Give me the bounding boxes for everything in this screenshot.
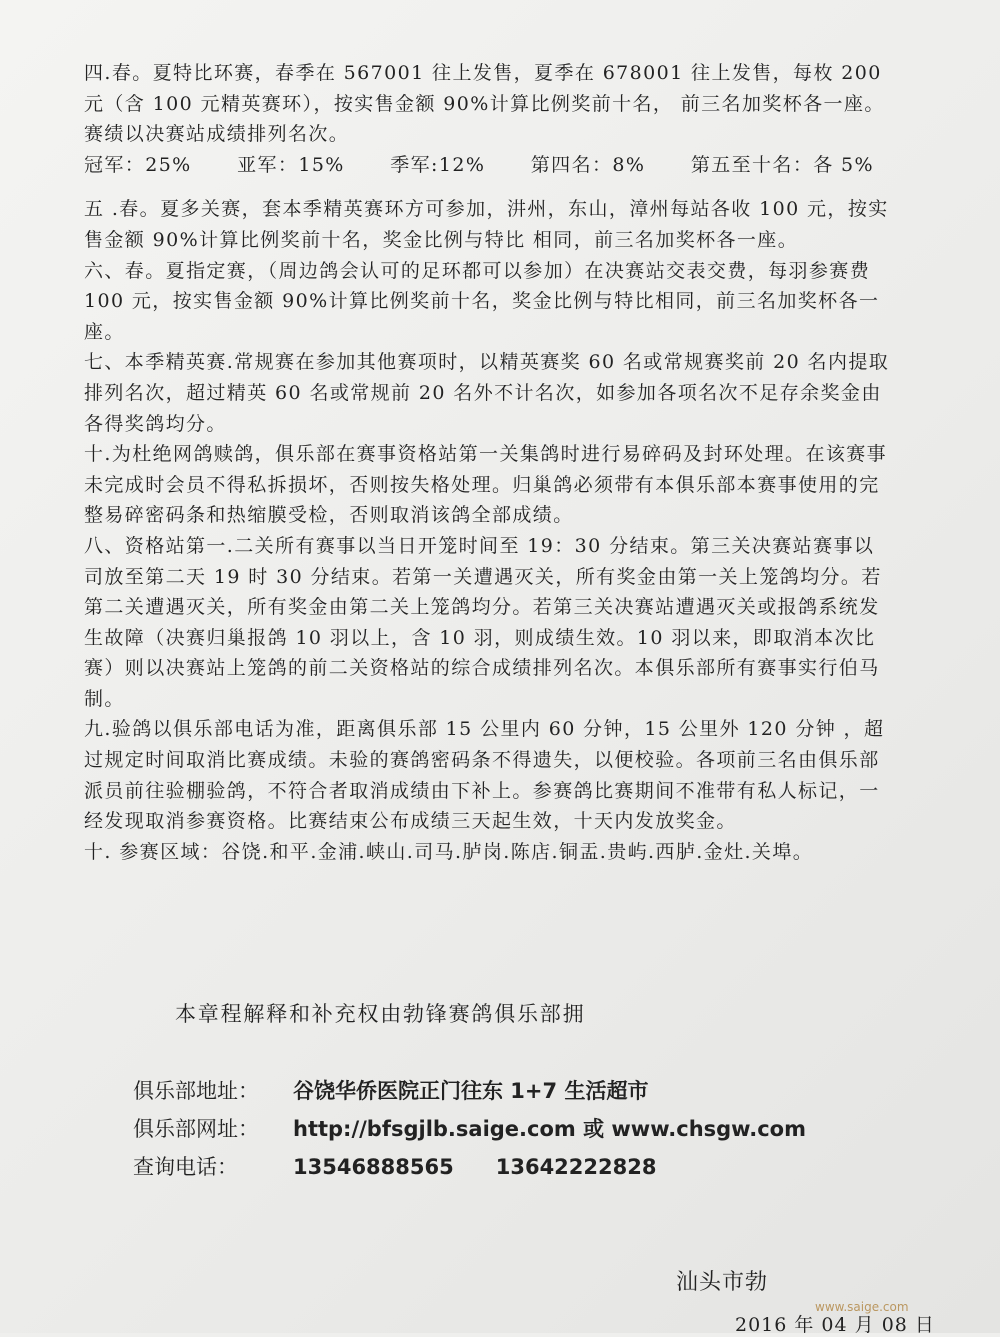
address-value: 谷饶华侨医院正门往东 1+7 生活超市 bbox=[293, 1079, 649, 1103]
prize-second: 亚军：15% bbox=[237, 153, 345, 176]
phone-row bbox=[133, 1148, 806, 1186]
rule-10-region: 十. 参赛区域：谷饶.和平.金浦.峡山.司马.胪岗.陈店.铜盂.贵屿.西胪.金灶.关埠。 bbox=[84, 840, 814, 863]
phone-2: 13642222828 bbox=[495, 1155, 657, 1179]
issue-date: 2016 年 04 月 08 日 bbox=[735, 1314, 935, 1336]
rule-7: 七、本季精英赛.常规赛在参加其他赛项时，以精英赛奖 60 名或常规赛奖前 20 名内提取排列名次，超过精英 60 名或常规前 20 名外不计名次，如参加各项名次不足存余奖金由各得奖鸽均分。 bbox=[84, 351, 890, 435]
website-row bbox=[133, 1110, 806, 1148]
website-value: http://bfsgjlb.saige.com 或 www.chsgw.com bbox=[293, 1117, 806, 1141]
phone-1: 13546888565 bbox=[293, 1155, 454, 1179]
rule-4: 四.春。夏特比环赛，春季在 567001 往上发售，夏季在 678001 往上发售，每枚 200 元（含 100 元精英赛环），按实售金额 90%计算比例奖前十名， 前三名加奖杯各一座。赛绩以决赛站成绩排列名次。 bbox=[84, 62, 885, 146]
signature: 汕头市勃 bbox=[676, 1270, 769, 1295]
prize-fourth: 第四名：8% bbox=[530, 153, 646, 176]
prize-breakdown bbox=[84, 150, 874, 181]
rules-body bbox=[84, 58, 894, 867]
rule-5: 五 .春。夏多关赛，套本季精英赛环方可参加，汫州，东山，漳州每站各收 100 元，按实售金额 90%计算比例奖前十名，奖金比例与特比 相同，前三名加奖杯各一座。 bbox=[84, 198, 889, 251]
address-label: 俱乐部地址： bbox=[133, 1079, 259, 1103]
prize-first: 冠军：25% bbox=[84, 153, 192, 176]
rule-8: 八、资格站第一.二关所有赛事以当日开笼时间至 19：30 分结束。第三关决赛站赛事以司放至第二天 19 时 30 分结束。若第一关遭遇灭关，所有奖金由第一关上笼鸽均分。若第二关遭遇灭关，所有奖金由第二关上笼鸽均分。若第三关决赛站遭遇灭关或报鸽系统发生故障（决赛归巢报鸽 10 羽以上，含 10 羽，则成绩生效。10 羽以来，即取消本次比赛）则以决赛站上笼鸽的前二关资格站的综合成绩排列名次。本俱乐部所有赛事实行伯马制。 bbox=[84, 534, 882, 710]
contact-block bbox=[133, 1072, 806, 1186]
prize-fifth-to-tenth: 第五至十名：各 5% bbox=[690, 153, 874, 176]
rule-6: 六、春。夏指定赛，（周边鸽会认可的足环都可以参加）在决赛站交表交费，每羽参赛费 100 元，按实售金额 90%计算比例奖前十名，奖金比例与特比相同，前三名加奖杯各一座。 bbox=[84, 259, 880, 343]
rule-10a: 十.为杜绝网鸽赎鸽，俱乐部在赛事资格站第一关集鸽时进行易碎码及封环处理。在该赛事未完成时会员不得私拆损坏，否则按失格处理。归巢鸽必须带有本俱乐部本赛事使用的完整易碎密码条和热缩膜受检，否则取消该鸽全部成绩。 bbox=[84, 443, 888, 527]
website-label: 俱乐部网址： bbox=[133, 1117, 259, 1141]
rule-9: 九.验鸽以俱乐部电话为准，距离俱乐部 15 公里内 60 分钟，15 公里外 120 分钟 ，超过规定时间取消比赛成绩。未验的赛鸽密码条不得遗失，以便校验。各项前三名由俱乐部派员前往验棚验鸽，不符合者取消成绩由下补上。参赛鸽比赛期间不准带有私人标记，一经发现取消参赛资格。比赛结束公布成绩三天起生效，十天内发放奖金。 bbox=[84, 718, 885, 833]
prize-third: 季军:12% bbox=[390, 153, 486, 176]
address-row bbox=[133, 1072, 806, 1110]
phone-label: 查询电话： bbox=[133, 1155, 238, 1179]
watermark: www.saige.com bbox=[815, 1300, 909, 1314]
footer-title: 本章程解释和补充权由勃锋赛鸽俱乐部拥 bbox=[175, 1002, 586, 1026]
